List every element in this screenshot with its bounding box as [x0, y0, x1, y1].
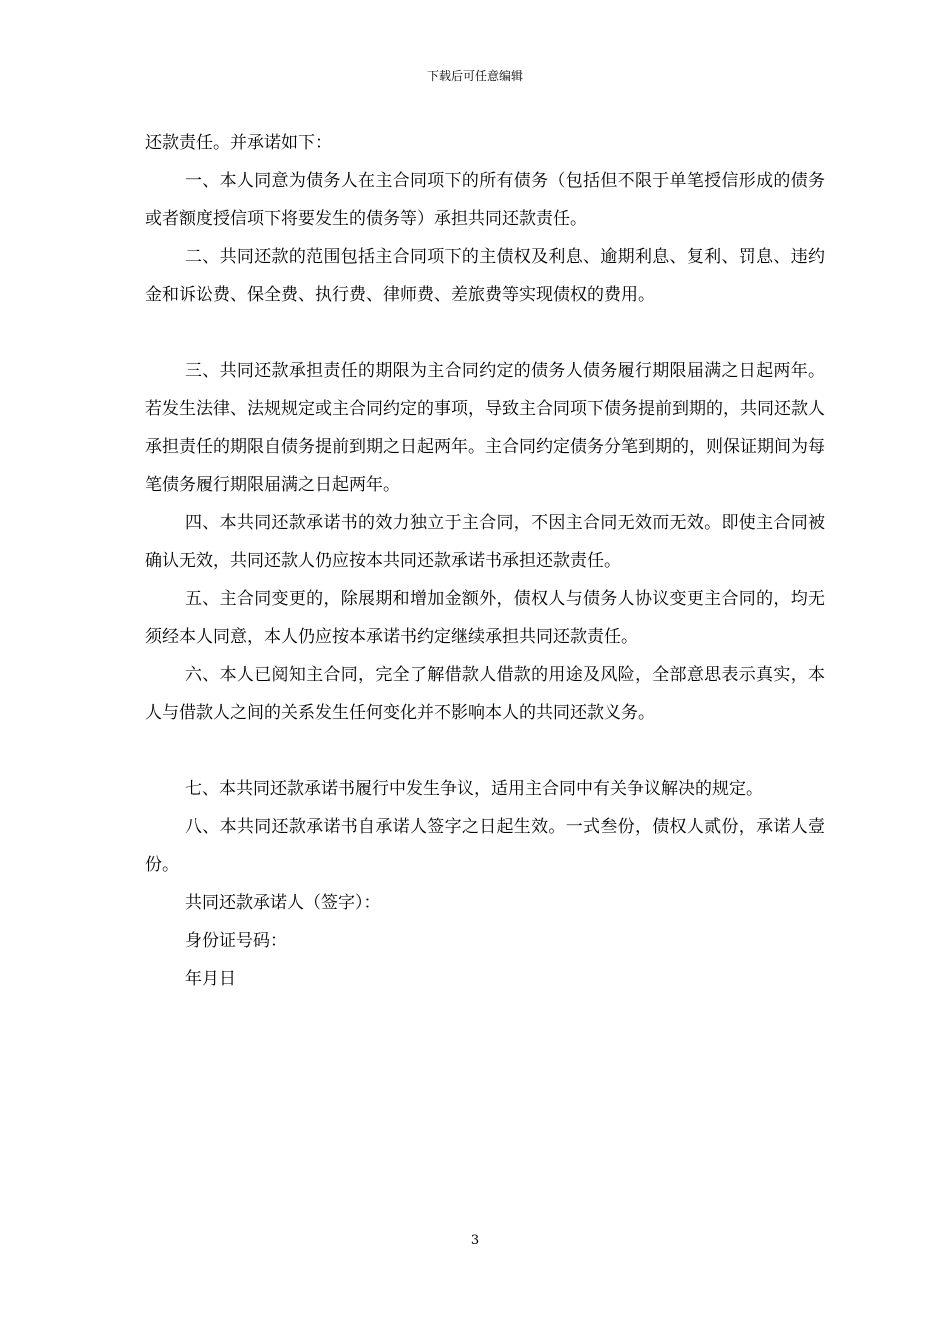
signer-signature-label: 共同还款承诺人（签字）：	[185, 893, 381, 913]
clause-1: 一、本人同意为债务人在主合同项下的所有债务（包括但不限于单笔授信形成的债务或者额度授信项下将要发生的债务等）承担共同还款责任。	[145, 171, 825, 229]
clause-8: 八、本共同还款承诺书自承诺人签字之日起生效。一式叁份，债权人贰份，承诺人壹份。	[145, 817, 825, 875]
blank-line	[145, 314, 825, 352]
clause-7: 七、本共同还款承诺书履行中发生争议，适用主合同中有关争议解决的规定。	[185, 779, 763, 799]
clause-6: 六、本人已阅知主合同，完全了解借款人借款的用途及风险，全部意思表示真实，本人与借款人之间的关系发生任何变化并不影响本人的共同还款义务。	[145, 665, 825, 723]
paragraph-continuation: 还款责任。并承诺如下：	[145, 133, 332, 153]
id-number-label: 身份证号码：	[185, 931, 287, 951]
document-body	[145, 124, 825, 998]
page-header: 下载后可任意编辑	[426, 69, 523, 83]
blank-line	[145, 732, 825, 770]
date-label: 年月日	[185, 969, 236, 989]
clause-3: 三、共同还款承担责任的期限为主合同约定的债务人债务履行期限届满之日起两年。若发生法律、法规规定或主合同约定的事项，导致主合同项下债务提前到期的，共同还款人承担责任的期限自债务提前到期之日起两年。主合同约定债务分笔到期的，则保证期间为每笔债务履行期限届满之日起两年。	[145, 361, 825, 495]
clause-4: 四、本共同还款承诺书的效力独立于主合同，不因主合同无效而无效。即使主合同被确认无效，共同还款人仍应按本共同还款承诺书承担还款责任。	[145, 513, 825, 571]
clause-5: 五、主合同变更的，除展期和增加金额外，债权人与债务人协议变更主合同的，均无须经本人同意，本人仍应按本承诺书约定继续承担共同还款责任。	[145, 589, 825, 647]
page-number: 3	[470, 1233, 480, 1248]
clause-2: 二、共同还款的范围包括主合同项下的主债权及利息、逾期利息、复利、罚息、违约金和诉讼费、保全费、执行费、律师费、差旅费等实现债权的费用。	[145, 247, 825, 305]
